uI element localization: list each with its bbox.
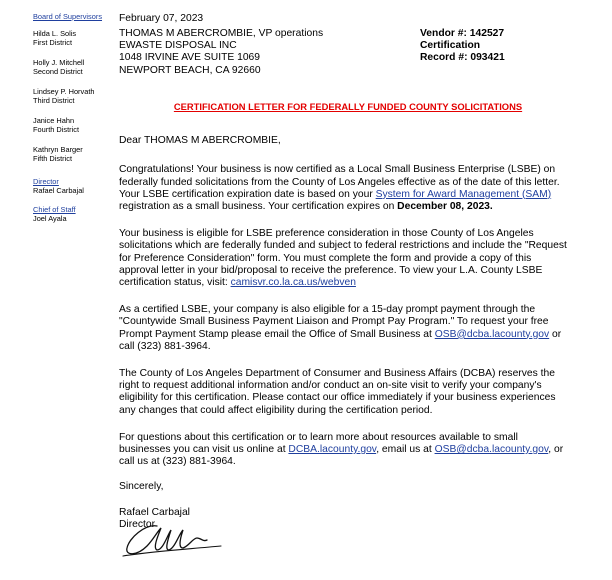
address-line: 1048 IRVINE AVE SUITE 1069 [119, 52, 260, 64]
director-link[interactable]: Director [33, 177, 59, 186]
text: Your business is eligible for LSBE preference consideration in those County of Los Angeles solicitations which are federally funded and subject to federal restrictions and include the "Request for Preference Consideration" form. You must complete the form and provide a copy of this approval letter in your bid/proposal to receive the preference. To view your L.A. County LSBE certification status, visit: [119, 228, 567, 289]
expiration-date: December 08, 2023. [397, 201, 493, 213]
member-name: Lindsey P. Horvath [33, 87, 95, 96]
dcba-website-link[interactable]: DCBA.lacounty.gov [288, 444, 377, 456]
address-line: EWASTE DISPOSAL INC [119, 40, 237, 52]
member-name: Holly J. Mitchell [33, 58, 85, 67]
vendor-info [420, 28, 505, 65]
text: Congratulations! Your business is now certified as a Local Small Business Enterprise (LSBE) on federally funded solicitations from the County of Los Angeles effective as of the date of this letter. Your LSBE certification expiration date is based on your [119, 164, 560, 200]
member-district: First District [33, 38, 72, 47]
osb-email-link[interactable]: OSB@dcba.lacounty.gov [434, 328, 550, 340]
record-number: Record #: 093421 [420, 52, 505, 64]
board-of-supervisors-link[interactable]: Board of Supervisors [33, 12, 103, 21]
handwritten-signature [117, 516, 227, 562]
text: , email us at [376, 444, 435, 456]
sam-link[interactable]: System for Award Management (SAM) [375, 188, 552, 200]
closing: Sincerely, [119, 481, 164, 493]
text: For questions about this certification or to learn more about resources available to small businesses you can visit us online at [119, 431, 518, 456]
member-district: Fifth District [33, 154, 73, 163]
paragraph-dcba-rights: The County of Los Angeles Department of Consumer and Business Affairs (DCBA) reserves the right to request additional information and/or conduct an on-site visit to verify your company's eligibility for this certification. Please contact our office immediately if your business experiences any changes that could affect eligibility during the certification period. [119, 368, 556, 416]
member-district: Second District [33, 67, 83, 76]
signer-title: Director [119, 518, 156, 530]
letter-date: February 07, 2023 [119, 13, 204, 24]
member-district: Third District [33, 96, 75, 105]
text: , or call us at (323) 881-3964. [119, 444, 564, 468]
paragraph-questions [119, 432, 569, 469]
paragraph-congratulations [119, 164, 569, 213]
address-line: NEWPORT BEACH, CA 92660 [119, 64, 261, 76]
sidebar [33, 12, 119, 230]
letter-body [119, 13, 569, 531]
salutation: Dear THOMAS M ABERCROMBIE, [119, 135, 281, 147]
chief-of-staff-link[interactable]: Chief of Staff [33, 205, 76, 214]
header-block [119, 27, 569, 85]
member-name: Hilda L. Solis [33, 29, 77, 38]
chief-of-staff-name: Joel Ayala [33, 214, 67, 223]
member-name: Kathryn Barger [33, 145, 83, 154]
osb-email-link[interactable]: OSB@dcba.lacounty.gov [434, 444, 549, 456]
paragraph-prompt-payment [119, 304, 569, 353]
text: or call (323) 881-3964. [119, 328, 562, 352]
address-line: THOMAS M ABERCROMBIE, VP operations [119, 28, 324, 39]
member-district: Fourth District [33, 125, 79, 134]
signer-name: Rafael Carbajal [119, 506, 190, 518]
member-name: Janice Hahn [33, 116, 75, 125]
director-name: Rafael Carbajal [33, 186, 84, 195]
paragraph-eligibility [119, 228, 569, 289]
letter-title: CERTIFICATION LETTER FOR FEDERALLY FUNDED COUNTY SOLICITATIONS [173, 101, 523, 112]
certification-label: Certification [420, 40, 481, 52]
camisvr-link[interactable]: camisvr.co.la.ca.us/webven [230, 277, 356, 289]
text: registration as a small business. Your certification expires on [119, 201, 398, 213]
text: As a certified LSBE, your company is also eligible for a 15-day prompt payment through the "Countywide Small Business Payment Liaison and Prompt Pay Program." To request your free Prompt Payment Stamp please email the Office of Small Business at [119, 304, 549, 340]
recipient-address [119, 28, 323, 77]
vendor-number: Vendor #: 142527 [420, 28, 505, 39]
